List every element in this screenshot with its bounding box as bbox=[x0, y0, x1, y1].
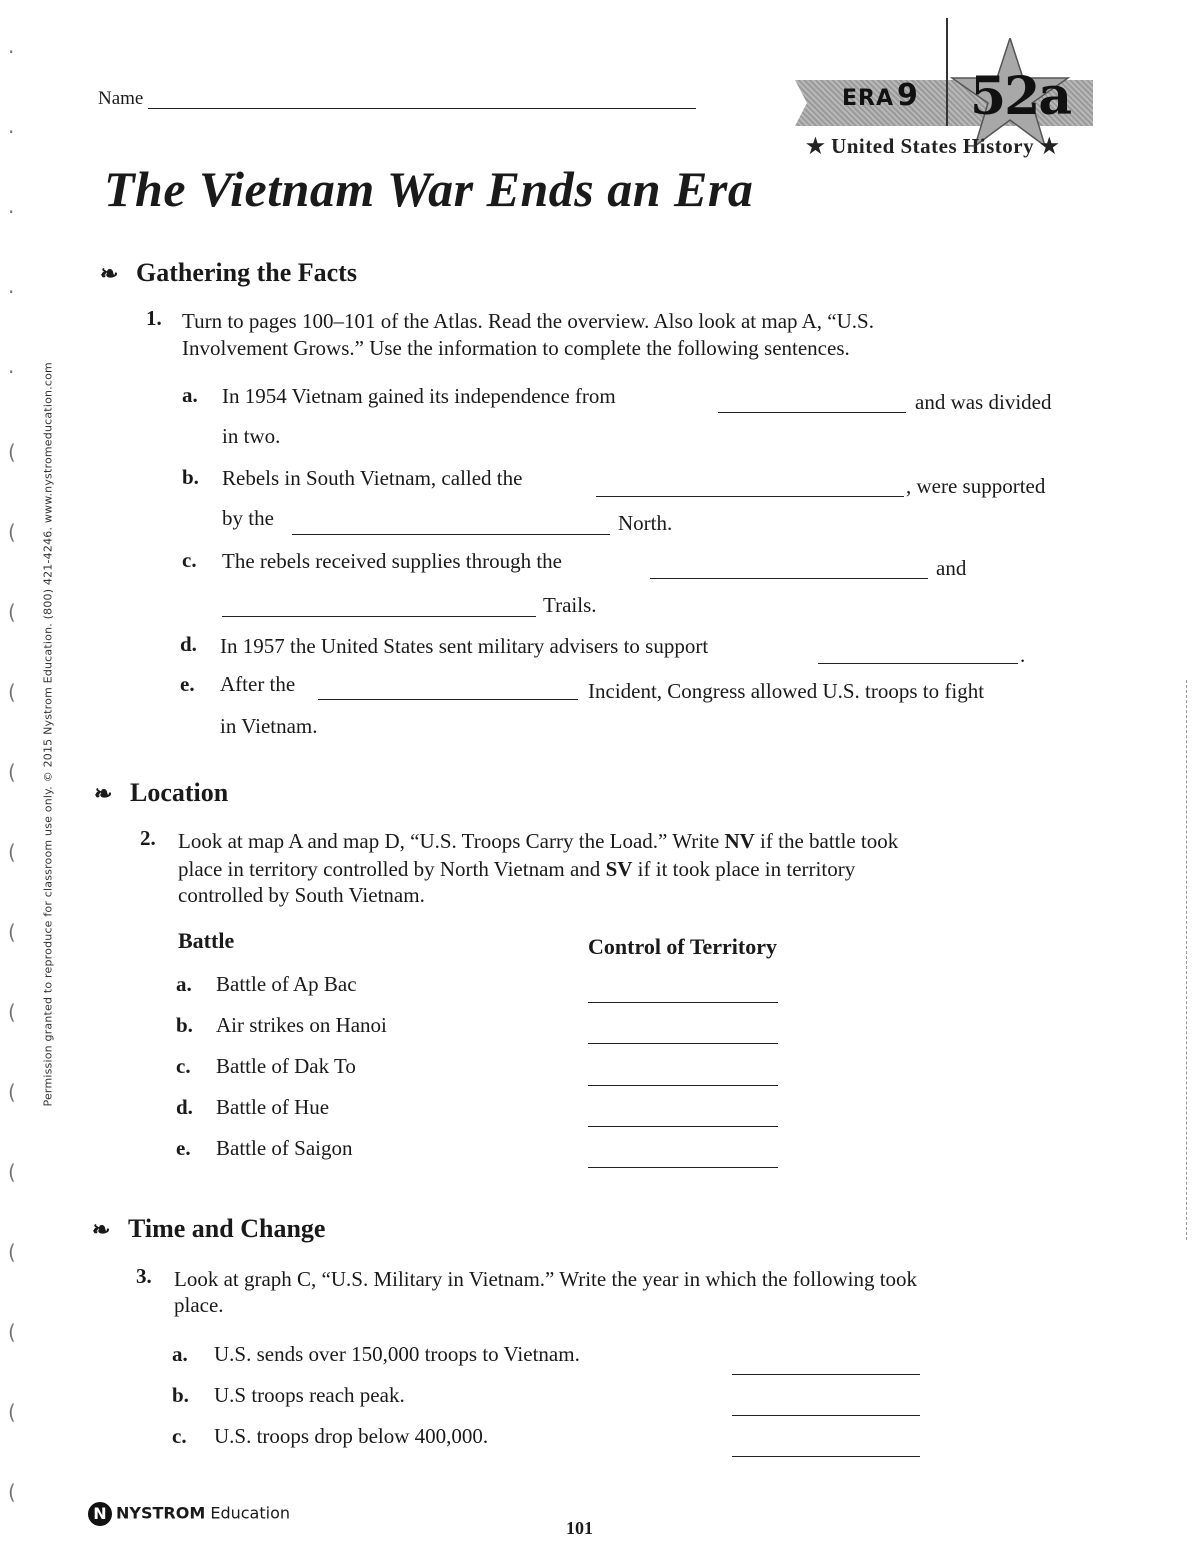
section-title: Time and Change bbox=[128, 1214, 326, 1243]
item-letter: c. bbox=[182, 548, 197, 572]
column-header-control: Control of Territory bbox=[588, 934, 778, 959]
sv-code: SV bbox=[605, 857, 633, 881]
battle-name: Battle of Saigon bbox=[216, 1136, 353, 1160]
question-text: place. bbox=[174, 1293, 224, 1317]
section-title: Location bbox=[130, 778, 229, 807]
item-letter: a. bbox=[176, 972, 192, 996]
leaf-icon: ❧ bbox=[94, 781, 113, 806]
item-text: The rebels received supplies through the bbox=[222, 549, 562, 573]
answer-blank[interactable] bbox=[718, 412, 906, 413]
publisher-name: NYSTROM bbox=[116, 1503, 206, 1523]
item-letter: a. bbox=[172, 1342, 188, 1366]
item-text: in two. bbox=[222, 424, 281, 448]
publisher-suffix: Education bbox=[205, 1503, 291, 1523]
answer-blank[interactable] bbox=[732, 1415, 920, 1416]
nv-code: NV bbox=[724, 829, 755, 853]
question-text bbox=[178, 828, 898, 854]
question-number: 1. bbox=[146, 306, 162, 330]
item-text: After the bbox=[220, 672, 296, 696]
item-text: and bbox=[936, 556, 967, 580]
section-heading-gathering bbox=[100, 258, 357, 288]
item-text: U.S. sends over 150,000 troops to Vietnam. bbox=[214, 1342, 580, 1366]
page-title: The Vietnam War Ends an Era bbox=[104, 161, 754, 217]
item-text: U.S. troops drop below 400,000. bbox=[214, 1424, 489, 1448]
column-header-battle: Battle bbox=[178, 928, 235, 953]
leaf-icon: ❧ bbox=[92, 1217, 111, 1242]
question-text: Involvement Grows.” Use the information to complete the following sentences. bbox=[182, 336, 850, 360]
question-number: 3. bbox=[136, 1264, 152, 1288]
answer-blank[interactable] bbox=[732, 1374, 920, 1375]
battle-name: Battle of Dak To bbox=[216, 1054, 356, 1078]
battle-name: Battle of Hue bbox=[216, 1095, 330, 1119]
section-title: Gathering the Facts bbox=[136, 258, 357, 287]
header-divider bbox=[946, 18, 948, 126]
answer-blank[interactable] bbox=[596, 496, 904, 497]
answer-blank[interactable] bbox=[650, 578, 928, 579]
section-heading-location bbox=[94, 778, 228, 808]
publisher-logo bbox=[88, 1502, 290, 1526]
item-text: U.S troops reach peak. bbox=[214, 1383, 405, 1407]
item-text: North. bbox=[618, 511, 673, 535]
question-text-part: place in territory controlled by North Vietnam and bbox=[178, 857, 606, 881]
course-label: ★ United States History ★ bbox=[806, 134, 1060, 158]
item-letter: b. bbox=[176, 1013, 193, 1037]
era-label: ERA bbox=[842, 86, 894, 111]
question-number: 2. bbox=[140, 826, 156, 850]
item-text: , were supported bbox=[906, 474, 1046, 498]
answer-blank[interactable] bbox=[222, 616, 536, 617]
era-number: 9 bbox=[897, 78, 918, 113]
item-letter: c. bbox=[172, 1424, 187, 1448]
answer-blank[interactable] bbox=[588, 1126, 778, 1127]
leaf-icon: ❧ bbox=[100, 261, 119, 286]
item-letter: e. bbox=[180, 672, 195, 696]
item-text: and was divided bbox=[915, 390, 1052, 414]
item-text: In 1954 Vietnam gained its independence from bbox=[222, 384, 616, 408]
question-text-part: if it took place in territory bbox=[632, 857, 856, 881]
name-field[interactable] bbox=[148, 108, 696, 109]
page-edge bbox=[1186, 680, 1187, 1240]
answer-blank[interactable] bbox=[292, 534, 610, 535]
item-text: In 1957 the United States sent military advisers to support bbox=[220, 634, 709, 658]
answer-blank[interactable] bbox=[588, 1167, 778, 1168]
question-text: Turn to pages 100–101 of the Atlas. Read the overview. Also look at map A, “U.S. bbox=[182, 309, 874, 333]
binder-edge: · · · · · ( ( ( ( ( ( ( ( ( ( ( ( ( ( bbox=[8, 40, 16, 1504]
item-text: by the bbox=[222, 506, 274, 530]
answer-blank[interactable] bbox=[818, 663, 1018, 664]
copyright-side-note: Permission granted to reproduce for classroom use only. © 2015 Nystrom Education. (800) 421-4246. www.nystromeducation.com bbox=[41, 362, 55, 1107]
answer-blank[interactable] bbox=[732, 1456, 920, 1457]
item-text: Rebels in South Vietnam, called the bbox=[222, 466, 523, 490]
nystrom-logo-icon: N bbox=[88, 1502, 112, 1526]
answer-blank[interactable] bbox=[588, 1043, 778, 1044]
answer-blank[interactable] bbox=[588, 1085, 778, 1086]
item-letter: b. bbox=[172, 1383, 189, 1407]
answer-blank[interactable] bbox=[588, 1002, 778, 1003]
question-text: controlled by South Vietnam. bbox=[178, 883, 425, 907]
unit-number: 52a bbox=[970, 66, 1071, 127]
answer-blank[interactable] bbox=[318, 699, 578, 700]
item-text: . bbox=[1020, 643, 1026, 667]
battle-name: Battle of Ap Bac bbox=[216, 972, 357, 996]
item-letter: e. bbox=[176, 1136, 191, 1160]
question-text-part: Look at map A and map D, “U.S. Troops Carry the Load.” Write bbox=[178, 829, 725, 853]
question-text bbox=[178, 856, 855, 882]
item-letter: d. bbox=[180, 632, 197, 656]
item-text: Trails. bbox=[543, 593, 597, 617]
question-text: Look at graph C, “U.S. Military in Vietnam.” Write the year in which the following took bbox=[174, 1267, 918, 1291]
battle-name: Air strikes on Hanoi bbox=[216, 1013, 387, 1037]
section-heading-time-change bbox=[92, 1214, 325, 1244]
item-letter: a. bbox=[182, 383, 198, 407]
item-text: Incident, Congress allowed U.S. troops to fight bbox=[588, 679, 985, 703]
item-letter: d. bbox=[176, 1095, 193, 1119]
item-letter: c. bbox=[176, 1054, 191, 1078]
name-label: Name bbox=[98, 88, 144, 109]
question-text-part: if the battle took bbox=[754, 829, 899, 853]
item-letter: b. bbox=[182, 465, 199, 489]
page-number: 101 bbox=[566, 1518, 593, 1538]
item-text: in Vietnam. bbox=[220, 714, 318, 738]
